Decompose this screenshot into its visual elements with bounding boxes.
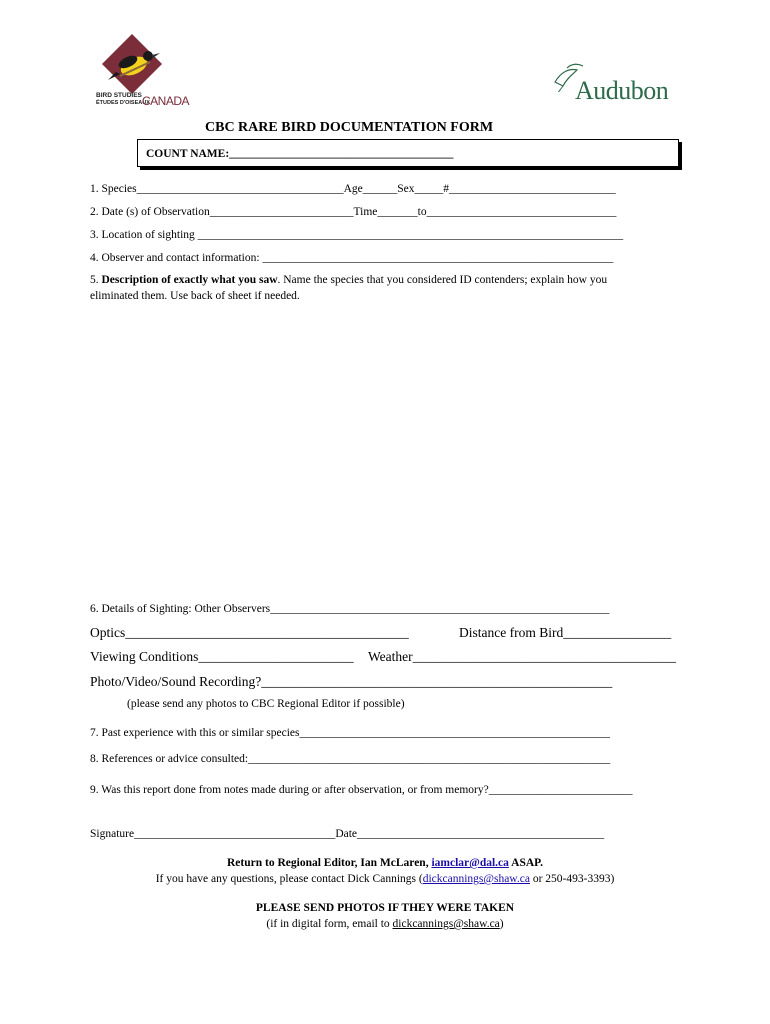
digital-email-link[interactable]: dickcannings@shaw.ca — [392, 918, 500, 930]
photo-note: (please send any photos to CBC Regional Editor if possible) — [127, 698, 405, 710]
send-photos-heading: PLEASE SEND PHOTOS IF THEY WERE TAKEN — [255, 902, 515, 914]
photo-recording-field[interactable]: Photo/Video/Sound Recording?____________________________________________________ — [90, 674, 613, 689]
return-to-editor — [0, 857, 770, 869]
count-name-label: COUNT NAME:_______________________________________ — [146, 148, 454, 160]
questions-prefix: If you have any questions, please contact Dick Cannings ( — [155, 873, 423, 885]
bird-studies-canada-logo — [90, 32, 190, 112]
bsc-text-french: ÉTUDES D'OISEAUX — [96, 100, 150, 106]
past-experience-field[interactable]: 7. Past experience with this or similar species______________________________________________________ — [90, 727, 611, 739]
location-field[interactable]: 3. Location of sighting __________________________________________________________________________ — [90, 229, 624, 241]
observer-field[interactable]: 4. Observer and contact information: _____________________________________________________________ — [90, 252, 614, 264]
form-title: CBC RARE BIRD DOCUMENTATION FORM — [205, 120, 494, 135]
description-prompt — [90, 274, 607, 286]
digital-photos-note — [0, 918, 770, 930]
return-suffix: ASAP. — [508, 857, 543, 869]
description-bold: Description of exactly what you saw — [101, 274, 278, 286]
contact-email-link[interactable]: dickcannings@shaw.ca — [422, 873, 530, 885]
notes-memory-field[interactable]: 9. Was this report done from notes made during or after observation, or from memory?_________________________ — [90, 784, 633, 796]
optics-field[interactable]: Optics__________________________________________ — [90, 625, 409, 640]
audubon-wordmark: Audubon — [575, 76, 669, 105]
questions-suffix: or 250-493-3393) — [529, 873, 615, 885]
description-area[interactable] — [90, 310, 680, 590]
bsc-text-english: BIRD STUDIES — [96, 92, 142, 99]
description-rest: . Name the species that you considered ID contenders; explain how you — [277, 274, 608, 286]
weather-field[interactable]: Weather_______________________________________ — [368, 649, 676, 664]
description-number: 5. — [90, 274, 102, 286]
bsc-text-canada: CANADA — [142, 94, 190, 108]
count-name-box[interactable] — [137, 139, 679, 167]
references-field[interactable]: 8. References or advice consulted:_______________________________________________________________ — [90, 753, 611, 765]
viewing-conditions-field[interactable]: Viewing Conditions_______________________ — [90, 649, 354, 664]
return-prefix: Return to Regional Editor, Ian McLaren, — [227, 857, 432, 869]
editor-email-link[interactable]: iamclar@dal.ca — [431, 857, 509, 869]
digital-prefix: (if in digital form, email to — [266, 918, 393, 930]
other-observers-field[interactable]: 6. Details of Sighting: Other Observers___________________________________________________________ — [90, 603, 610, 615]
distance-field[interactable]: Distance from Bird________________ — [459, 625, 672, 640]
description-prompt-line2: eliminated them. Use back of sheet if needed. — [90, 290, 300, 302]
digital-suffix: ) — [499, 918, 504, 930]
signature-date-field[interactable]: Signature___________________________________Date___________________________________________ — [90, 828, 605, 840]
contact-questions — [0, 873, 770, 885]
species-field[interactable]: 1. Species____________________________________Age______Sex_____#_____________________________ — [90, 183, 616, 195]
audubon-logo — [553, 62, 683, 106]
date-field[interactable]: 2. Date (s) of Observation_________________________Time_______to_________________________________ — [90, 206, 617, 218]
